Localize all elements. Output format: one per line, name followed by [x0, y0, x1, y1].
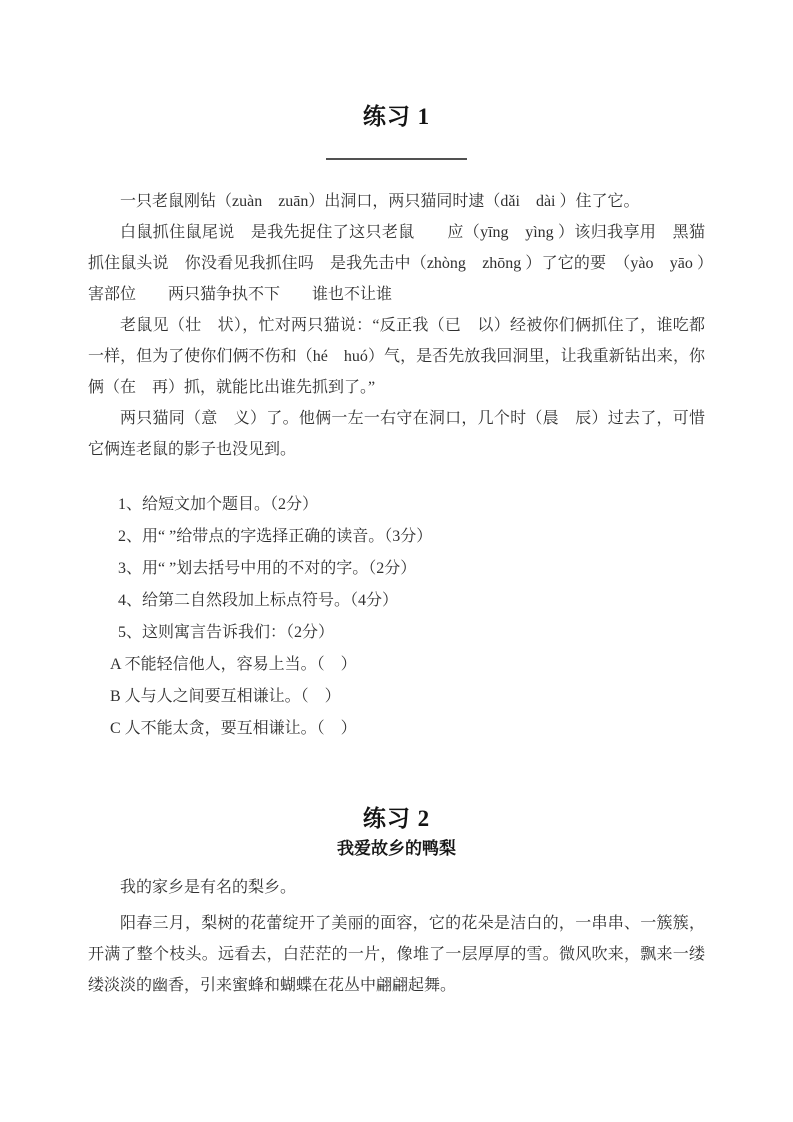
exercise-1-questions: [88, 489, 705, 745]
option-c: C 人不能太贪，要互相谦让。（ ）: [110, 719, 357, 737]
story-paragraph-4: 两只猫同（意 义）了。他俩一左一右守在洞口，几个时（晨 辰）过去了，可惜它俩连老鼠的影子也没见到。: [88, 409, 705, 458]
question-2: 2、用“ ”给带点的字选择正确的读音。（3分）: [118, 527, 433, 545]
story-paragraph-2: 白鼠抓住鼠尾说 是我先捉住了这只老鼠 应（yīng yìng ）该归我享用 黑猫抓住鼠头说 你没看见我抓住吗 是我先击中（zhòng zhōng ）了它的要 （yào yāo ）害部位 两只猫争执不下 谁也不让谁: [88, 223, 705, 303]
exercise-2-title: 练习 2: [362, 805, 431, 831]
option-b: B 人与人之间要互相谦让。（ ）: [110, 687, 341, 705]
question-1: 1、给短文加个题目。（2分）: [118, 495, 319, 513]
exercise-2-story: [88, 872, 705, 1001]
title-divider: [326, 158, 467, 160]
exercise-2-paragraph-1: 我的家乡是有名的梨乡。: [120, 878, 297, 896]
exercise-2-paragraph-2: 阳春三月，梨树的花蕾绽开了美丽的面容，它的花朵是洁白的，一串串、一簇簇，开满了整个枝头。远看去，白茫茫的一片，像堆了一层厚厚的雪。微风吹来，飘来一缕缕淡淡的幽香，引来蜜蜂和蝴蝶在花丛中翩翩起舞。: [88, 914, 705, 994]
exercise-2-subtitle: 我爱故乡的鸭梨: [337, 839, 456, 859]
exercise-1-title: 练习 1: [362, 104, 431, 129]
story-paragraph-1: 一只老鼠刚钻（zuàn zuān）出洞口，两只猫同时逮（dǎi dài ）住了它。: [120, 192, 640, 210]
story-paragraph-3: 老鼠见（壮 状），忙对两只猫说：“反正我（已 以）经被你们俩抓住了，谁吃都一样，但为了使你们俩不伤和（hé huó）气，是否先放我回洞里，让我重新钻出来，你俩（在 再）抓，就能比出谁先抓到了。”: [88, 316, 705, 396]
question-4: 4、给第二自然段加上标点符号。（4分）: [118, 591, 399, 609]
question-5: 5、这则寓言告诉我们：（2分）: [118, 623, 335, 641]
question-3: 3、用“ ”划去括号中用的不对的字。（2分）: [118, 559, 417, 577]
exercise-1-story: [88, 186, 705, 465]
option-a: A 不能轻信他人，容易上当。（ ）: [110, 655, 357, 673]
